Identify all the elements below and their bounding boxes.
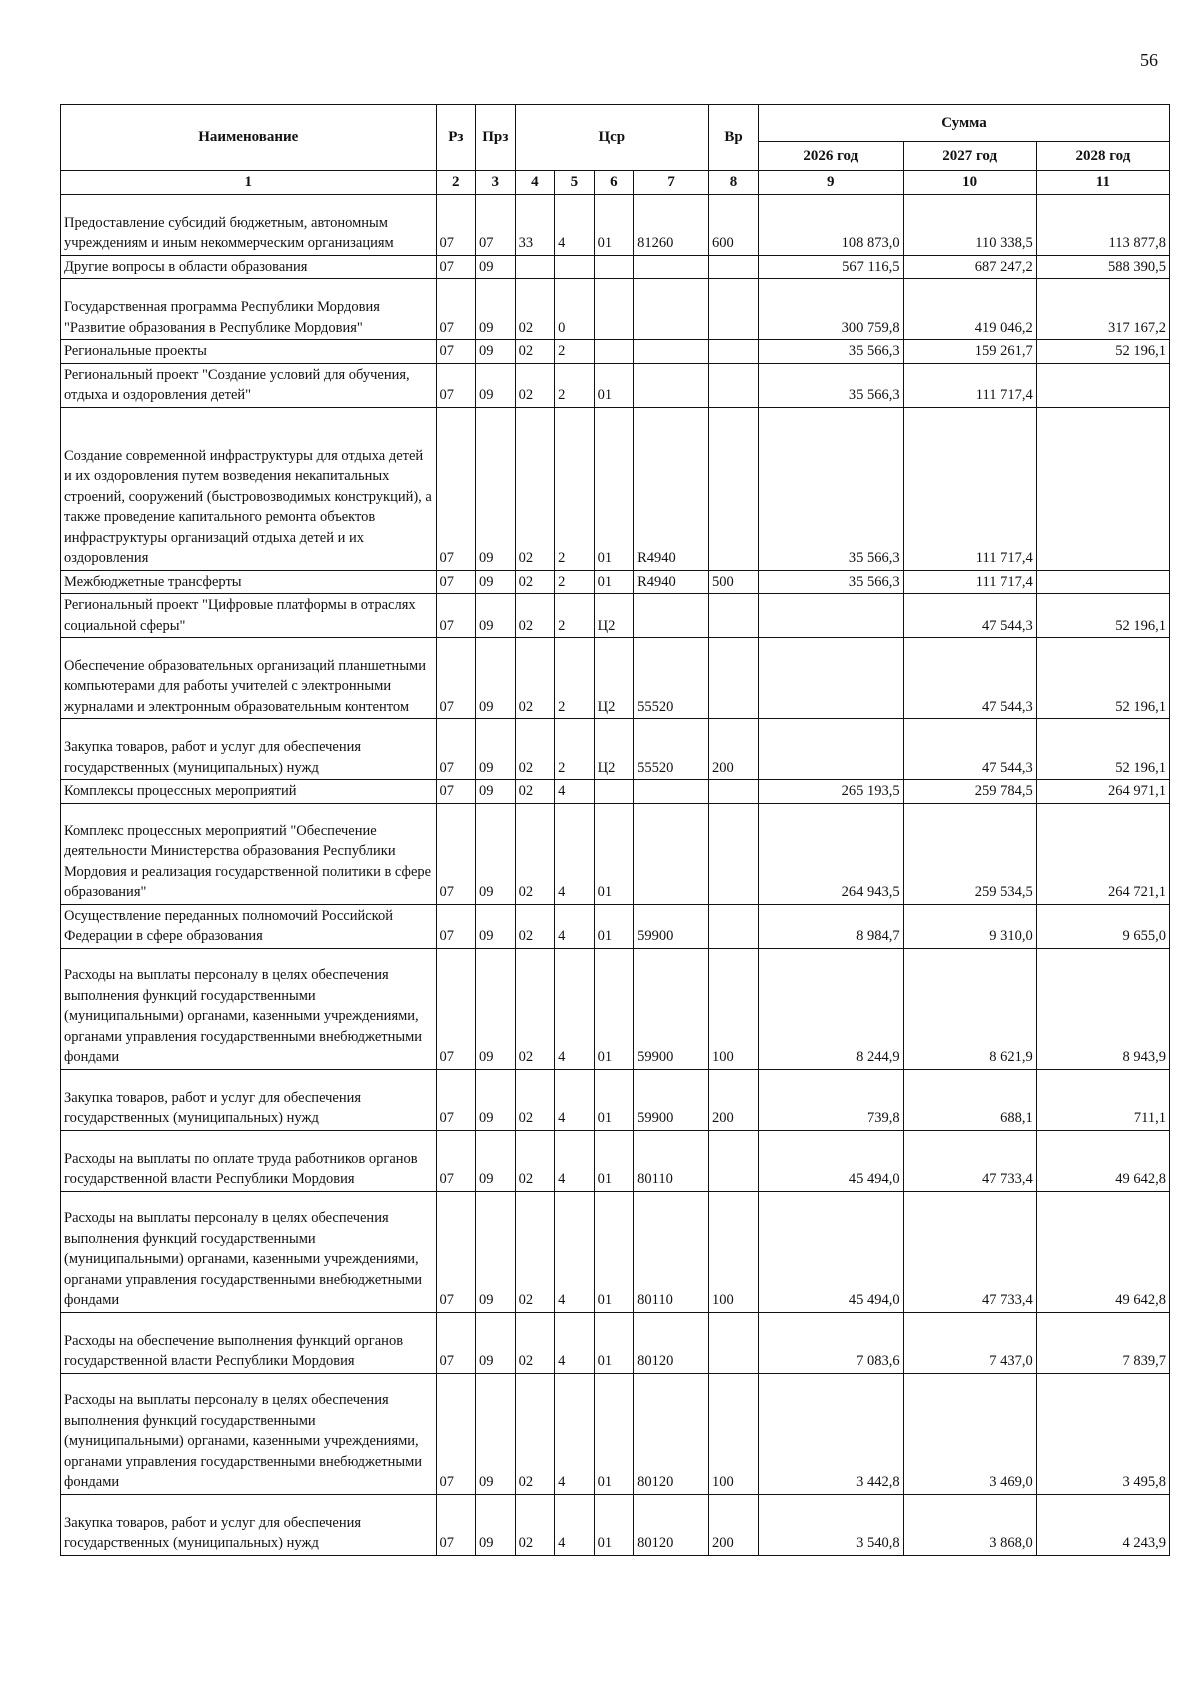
row-csr-6 xyxy=(594,780,634,804)
row-csr-4: 02 xyxy=(515,1312,555,1373)
row-csr-6: 01 xyxy=(594,407,634,570)
row-csr-6: 01 xyxy=(594,570,634,594)
row-csr-5: 4 xyxy=(555,780,595,804)
row-sum-2026: 739,8 xyxy=(758,1069,903,1130)
table-row xyxy=(61,255,1170,279)
row-prz: 09 xyxy=(476,1130,516,1191)
col-number: 4 xyxy=(515,171,555,195)
table-row xyxy=(61,1191,1170,1312)
row-csr-7: 80120 xyxy=(634,1312,709,1373)
row-sum-2026: 300 759,8 xyxy=(758,279,903,340)
row-csr-5 xyxy=(555,255,595,279)
row-prz: 09 xyxy=(476,570,516,594)
row-csr-6: 01 xyxy=(594,948,634,1069)
row-sum-2028: 52 196,1 xyxy=(1036,719,1169,780)
row-csr-4: 02 xyxy=(515,1191,555,1312)
row-prz: 09 xyxy=(476,1069,516,1130)
row-name: Расходы на обеспечение выполнения функций органов государственной власти Республики Мордовия xyxy=(61,1312,437,1373)
row-csr-5: 4 xyxy=(555,1312,595,1373)
row-vr: 200 xyxy=(709,1069,759,1130)
row-csr-5: 4 xyxy=(555,194,595,255)
row-csr-6: 01 xyxy=(594,363,634,407)
row-sum-2026: 35 566,3 xyxy=(758,363,903,407)
row-sum-2027: 3 469,0 xyxy=(903,1373,1036,1494)
row-rz: 07 xyxy=(436,780,476,804)
row-sum-2026: 567 116,5 xyxy=(758,255,903,279)
col-number: 5 xyxy=(555,171,595,195)
header-year-2026: 2026 год xyxy=(758,142,903,171)
table-row xyxy=(61,194,1170,255)
row-csr-6: Ц2 xyxy=(594,719,634,780)
row-sum-2028 xyxy=(1036,407,1169,570)
row-sum-2027: 47 733,4 xyxy=(903,1130,1036,1191)
col-number: 11 xyxy=(1036,171,1169,195)
row-vr xyxy=(709,594,759,638)
row-csr-4: 02 xyxy=(515,803,555,904)
row-name: Расходы на выплаты персоналу в целях обеспечения выполнения функций государственными (муниципальными) органами, казенными учреждениями, органами управления государственными внебюджетными фондами xyxy=(61,948,437,1069)
row-csr-6: 01 xyxy=(594,194,634,255)
row-csr-4: 02 xyxy=(515,570,555,594)
col-number: 2 xyxy=(436,171,476,195)
row-csr-6: Ц2 xyxy=(594,594,634,638)
row-sum-2026: 3 540,8 xyxy=(758,1494,903,1555)
row-csr-7: 59900 xyxy=(634,904,709,948)
col-number: 10 xyxy=(903,171,1036,195)
row-csr-4: 02 xyxy=(515,1373,555,1494)
row-rz: 07 xyxy=(436,1130,476,1191)
table-row xyxy=(61,1494,1170,1555)
row-sum-2026: 264 943,5 xyxy=(758,803,903,904)
row-csr-4: 02 xyxy=(515,719,555,780)
row-prz: 09 xyxy=(476,340,516,364)
row-vr xyxy=(709,407,759,570)
row-prz: 09 xyxy=(476,803,516,904)
col-number: 6 xyxy=(594,171,634,195)
row-sum-2028: 7 839,7 xyxy=(1036,1312,1169,1373)
row-sum-2028: 8 943,9 xyxy=(1036,948,1169,1069)
row-csr-7 xyxy=(634,279,709,340)
row-csr-7: 59900 xyxy=(634,948,709,1069)
table-row xyxy=(61,1069,1170,1130)
row-rz: 07 xyxy=(436,1191,476,1312)
row-csr-4 xyxy=(515,255,555,279)
row-csr-6: 01 xyxy=(594,1130,634,1191)
row-csr-4: 02 xyxy=(515,279,555,340)
row-sum-2027: 111 717,4 xyxy=(903,570,1036,594)
table-row xyxy=(61,719,1170,780)
row-vr: 200 xyxy=(709,719,759,780)
row-csr-4: 02 xyxy=(515,1130,555,1191)
row-prz: 09 xyxy=(476,255,516,279)
row-sum-2028: 52 196,1 xyxy=(1036,340,1169,364)
row-sum-2028: 588 390,5 xyxy=(1036,255,1169,279)
row-vr xyxy=(709,363,759,407)
col-number: 8 xyxy=(709,171,759,195)
row-csr-4: 02 xyxy=(515,1494,555,1555)
row-csr-7: 80120 xyxy=(634,1373,709,1494)
row-sum-2028: 9 655,0 xyxy=(1036,904,1169,948)
row-sum-2028 xyxy=(1036,363,1169,407)
page-number: 56 xyxy=(1140,50,1158,70)
row-csr-6: Ц2 xyxy=(594,638,634,719)
row-prz: 09 xyxy=(476,1373,516,1494)
row-vr: 100 xyxy=(709,1373,759,1494)
row-sum-2027: 47 733,4 xyxy=(903,1191,1036,1312)
row-sum-2026 xyxy=(758,594,903,638)
table-row xyxy=(61,803,1170,904)
row-csr-5: 4 xyxy=(555,1373,595,1494)
row-sum-2027: 111 717,4 xyxy=(903,407,1036,570)
row-sum-2028 xyxy=(1036,570,1169,594)
row-sum-2027: 259 534,5 xyxy=(903,803,1036,904)
budget-table xyxy=(60,104,1170,1556)
row-sum-2026: 45 494,0 xyxy=(758,1130,903,1191)
row-sum-2026: 7 083,6 xyxy=(758,1312,903,1373)
row-csr-5: 4 xyxy=(555,1130,595,1191)
row-name: Закупка товаров, работ и услуг для обеспечения государственных (муниципальных) нужд xyxy=(61,719,437,780)
row-rz: 07 xyxy=(436,1069,476,1130)
header-vr: Вр xyxy=(709,105,759,171)
row-csr-6: 01 xyxy=(594,904,634,948)
row-sum-2028: 711,1 xyxy=(1036,1069,1169,1130)
row-csr-7 xyxy=(634,780,709,804)
row-sum-2026: 35 566,3 xyxy=(758,570,903,594)
row-name: Расходы на выплаты по оплате труда работников органов государственной власти Республики Мордовия xyxy=(61,1130,437,1191)
row-prz: 09 xyxy=(476,363,516,407)
table-row xyxy=(61,904,1170,948)
row-prz: 09 xyxy=(476,407,516,570)
row-csr-4: 02 xyxy=(515,340,555,364)
table-row xyxy=(61,363,1170,407)
row-rz: 07 xyxy=(436,407,476,570)
row-prz: 09 xyxy=(476,1191,516,1312)
row-rz: 07 xyxy=(436,363,476,407)
row-vr xyxy=(709,904,759,948)
row-rz: 07 xyxy=(436,1312,476,1373)
row-prz: 09 xyxy=(476,279,516,340)
header-year-2028: 2028 год xyxy=(1036,142,1169,171)
row-sum-2027: 9 310,0 xyxy=(903,904,1036,948)
row-vr: 200 xyxy=(709,1494,759,1555)
row-vr xyxy=(709,1130,759,1191)
col-number: 7 xyxy=(634,171,709,195)
row-vr: 100 xyxy=(709,1191,759,1312)
row-vr xyxy=(709,279,759,340)
row-rz: 07 xyxy=(436,594,476,638)
row-sum-2028: 52 196,1 xyxy=(1036,638,1169,719)
row-rz: 07 xyxy=(436,638,476,719)
row-prz: 09 xyxy=(476,904,516,948)
header-year-2027: 2027 год xyxy=(903,142,1036,171)
header-name: Наименование xyxy=(61,105,437,171)
row-sum-2026: 8 244,9 xyxy=(758,948,903,1069)
row-name: Государственная программа Республики Мордовия "Развитие образования в Республике Мордовия" xyxy=(61,279,437,340)
row-csr-4: 02 xyxy=(515,363,555,407)
row-csr-4: 02 xyxy=(515,904,555,948)
row-name: Закупка товаров, работ и услуг для обеспечения государственных (муниципальных) нужд xyxy=(61,1069,437,1130)
row-sum-2028: 4 243,9 xyxy=(1036,1494,1169,1555)
row-sum-2026: 35 566,3 xyxy=(758,407,903,570)
row-csr-5: 4 xyxy=(555,904,595,948)
row-prz: 09 xyxy=(476,1494,516,1555)
row-csr-6: 01 xyxy=(594,1069,634,1130)
row-csr-5: 2 xyxy=(555,407,595,570)
table-row xyxy=(61,1312,1170,1373)
row-csr-5: 2 xyxy=(555,570,595,594)
row-rz: 07 xyxy=(436,719,476,780)
table-row xyxy=(61,279,1170,340)
row-prz: 07 xyxy=(476,194,516,255)
row-name: Межбюджетные трансферты xyxy=(61,570,437,594)
row-csr-7: 81260 xyxy=(634,194,709,255)
row-sum-2026: 265 193,5 xyxy=(758,780,903,804)
row-sum-2028: 317 167,2 xyxy=(1036,279,1169,340)
table-row xyxy=(61,780,1170,804)
row-csr-5: 2 xyxy=(555,363,595,407)
row-rz: 07 xyxy=(436,803,476,904)
row-csr-5: 0 xyxy=(555,279,595,340)
row-csr-6: 01 xyxy=(594,1191,634,1312)
row-csr-7: 80120 xyxy=(634,1494,709,1555)
row-name: Региональный проект "Создание условий для обучения, отдыха и оздоровления детей" xyxy=(61,363,437,407)
header-rz: Рз xyxy=(436,105,476,171)
table-row xyxy=(61,948,1170,1069)
row-csr-5: 2 xyxy=(555,594,595,638)
row-rz: 07 xyxy=(436,1494,476,1555)
row-csr-7 xyxy=(634,340,709,364)
row-prz: 09 xyxy=(476,1312,516,1373)
row-prz: 09 xyxy=(476,780,516,804)
header-sum: Сумма xyxy=(758,105,1169,142)
row-csr-4: 02 xyxy=(515,780,555,804)
row-vr xyxy=(709,1312,759,1373)
row-name: Комплексы процессных мероприятий xyxy=(61,780,437,804)
row-csr-5: 4 xyxy=(555,948,595,1069)
row-prz: 09 xyxy=(476,638,516,719)
row-rz: 07 xyxy=(436,279,476,340)
row-name: Расходы на выплаты персоналу в целях обеспечения выполнения функций государственными (муниципальными) органами, казенными учреждениями, органами управления государственными внебюджетными фондами xyxy=(61,1191,437,1312)
row-sum-2028: 264 971,1 xyxy=(1036,780,1169,804)
row-csr-6: 01 xyxy=(594,803,634,904)
row-sum-2027: 110 338,5 xyxy=(903,194,1036,255)
row-prz: 09 xyxy=(476,594,516,638)
row-sum-2027: 419 046,2 xyxy=(903,279,1036,340)
row-sum-2027: 111 717,4 xyxy=(903,363,1036,407)
table-row xyxy=(61,570,1170,594)
header-csr: Цср xyxy=(515,105,708,171)
row-csr-4: 02 xyxy=(515,948,555,1069)
table-row xyxy=(61,1130,1170,1191)
row-name: Региональные проекты xyxy=(61,340,437,364)
row-csr-4: 33 xyxy=(515,194,555,255)
table-row xyxy=(61,340,1170,364)
row-prz: 09 xyxy=(476,948,516,1069)
row-vr xyxy=(709,780,759,804)
row-vr xyxy=(709,340,759,364)
row-csr-7 xyxy=(634,803,709,904)
row-csr-7: 80110 xyxy=(634,1130,709,1191)
row-csr-5: 2 xyxy=(555,340,595,364)
row-csr-7: 55520 xyxy=(634,638,709,719)
row-rz: 07 xyxy=(436,194,476,255)
row-sum-2027: 47 544,3 xyxy=(903,638,1036,719)
row-sum-2028: 264 721,1 xyxy=(1036,803,1169,904)
row-csr-4: 02 xyxy=(515,638,555,719)
row-vr xyxy=(709,803,759,904)
row-prz: 09 xyxy=(476,719,516,780)
row-sum-2027: 7 437,0 xyxy=(903,1312,1036,1373)
row-csr-6: 01 xyxy=(594,1373,634,1494)
row-name: Создание современной инфраструктуры для отдыха детей и их оздоровления путем возведения некапитальных строений, сооружений (быстровозводимых конструкций), а также проведение капитального ремонта объектов инфраструктуры организаций отдыха детей и их оздоровления xyxy=(61,407,437,570)
col-number: 1 xyxy=(61,171,437,195)
row-name: Осуществление переданных полномочий Российской Федерации в сфере образования xyxy=(61,904,437,948)
row-name: Обеспечение образовательных организаций планшетными компьютерами для работы учителей с электронными журналами и электронным образовательным контентом xyxy=(61,638,437,719)
row-sum-2026 xyxy=(758,638,903,719)
row-sum-2026: 108 873,0 xyxy=(758,194,903,255)
row-csr-6 xyxy=(594,340,634,364)
row-csr-7 xyxy=(634,255,709,279)
row-csr-7: 59900 xyxy=(634,1069,709,1130)
col-number: 9 xyxy=(758,171,903,195)
row-rz: 07 xyxy=(436,255,476,279)
row-vr: 500 xyxy=(709,570,759,594)
table-row xyxy=(61,638,1170,719)
row-csr-6 xyxy=(594,279,634,340)
row-csr-4: 02 xyxy=(515,407,555,570)
row-vr: 100 xyxy=(709,948,759,1069)
row-name: Другие вопросы в области образования xyxy=(61,255,437,279)
row-sum-2027: 47 544,3 xyxy=(903,719,1036,780)
row-csr-7: 55520 xyxy=(634,719,709,780)
row-sum-2026 xyxy=(758,719,903,780)
row-csr-4: 02 xyxy=(515,1069,555,1130)
row-vr: 600 xyxy=(709,194,759,255)
row-sum-2028: 113 877,8 xyxy=(1036,194,1169,255)
row-csr-6: 01 xyxy=(594,1494,634,1555)
row-sum-2027: 688,1 xyxy=(903,1069,1036,1130)
row-sum-2027: 47 544,3 xyxy=(903,594,1036,638)
row-csr-6 xyxy=(594,255,634,279)
row-rz: 07 xyxy=(436,948,476,1069)
row-sum-2028: 52 196,1 xyxy=(1036,594,1169,638)
row-csr-5: 4 xyxy=(555,1191,595,1312)
row-name: Комплекс процессных мероприятий "Обеспечение деятельности Министерства образования Республики Мордовия и реализация государственной политики в сфере образования" xyxy=(61,803,437,904)
row-sum-2026: 3 442,8 xyxy=(758,1373,903,1494)
row-rz: 07 xyxy=(436,570,476,594)
row-csr-5: 4 xyxy=(555,1494,595,1555)
row-name: Закупка товаров, работ и услуг для обеспечения государственных (муниципальных) нужд xyxy=(61,1494,437,1555)
row-csr-7: 80110 xyxy=(634,1191,709,1312)
col-number: 3 xyxy=(476,171,516,195)
row-csr-7 xyxy=(634,363,709,407)
row-rz: 07 xyxy=(436,904,476,948)
row-sum-2026: 8 984,7 xyxy=(758,904,903,948)
row-sum-2027: 8 621,9 xyxy=(903,948,1036,1069)
row-name: Расходы на выплаты персоналу в целях обеспечения выполнения функций государственными (муниципальными) органами, казенными учреждениями, органами управления государственными внебюджетными фондами xyxy=(61,1373,437,1494)
row-name: Предоставление субсидий бюджетным, автономным учреждениям и иным некоммерческим организациям xyxy=(61,194,437,255)
row-csr-7 xyxy=(634,594,709,638)
row-csr-5: 4 xyxy=(555,803,595,904)
row-sum-2027: 3 868,0 xyxy=(903,1494,1036,1555)
table-row xyxy=(61,1373,1170,1494)
row-csr-4: 02 xyxy=(515,594,555,638)
table-row xyxy=(61,594,1170,638)
row-csr-6: 01 xyxy=(594,1312,634,1373)
header-prz: Прз xyxy=(476,105,516,171)
row-sum-2028: 49 642,8 xyxy=(1036,1191,1169,1312)
row-csr-5: 2 xyxy=(555,638,595,719)
row-sum-2027: 687 247,2 xyxy=(903,255,1036,279)
row-sum-2027: 159 261,7 xyxy=(903,340,1036,364)
row-sum-2026: 45 494,0 xyxy=(758,1191,903,1312)
row-name: Региональный проект "Цифровые платформы в отраслях социальной сферы" xyxy=(61,594,437,638)
row-csr-5: 2 xyxy=(555,719,595,780)
table-row xyxy=(61,407,1170,570)
row-sum-2028: 3 495,8 xyxy=(1036,1373,1169,1494)
row-sum-2027: 259 784,5 xyxy=(903,780,1036,804)
row-csr-7: R4940 xyxy=(634,407,709,570)
row-csr-7: R4940 xyxy=(634,570,709,594)
row-rz: 07 xyxy=(436,1373,476,1494)
row-csr-5: 4 xyxy=(555,1069,595,1130)
row-vr xyxy=(709,255,759,279)
row-sum-2028: 49 642,8 xyxy=(1036,1130,1169,1191)
row-rz: 07 xyxy=(436,340,476,364)
row-vr xyxy=(709,638,759,719)
row-sum-2026: 35 566,3 xyxy=(758,340,903,364)
